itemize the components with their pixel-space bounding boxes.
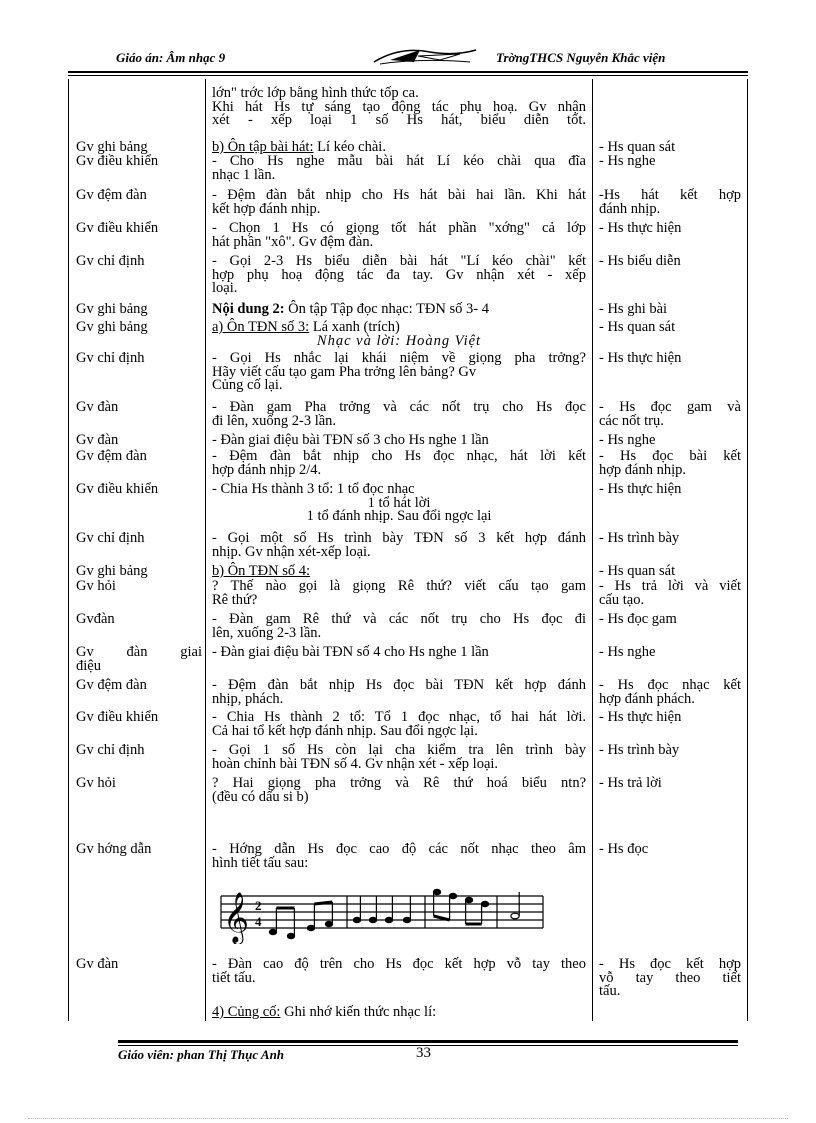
content-cell [212,646,586,660]
student-activity-cell [599,580,741,607]
cell-line: nhịp, phách. [212,690,284,707]
footer-rule [118,1040,738,1043]
student-activity-cell [599,189,741,216]
cell-line: các nốt trụ. [599,412,664,429]
teacher-activity-cell [76,155,202,169]
cell-line: - Hs đọc nhạc kết [599,677,741,693]
teacher-activity-cell [76,303,202,317]
cell-line: - Hs quan sát [599,319,676,335]
cell-line: đánh nhịp. [599,200,661,217]
cell-line: Nhạc và lời: Hoàng Việt [316,332,482,349]
cell-line: b) Ôn TĐN số 4: [212,563,311,579]
cell-line: hợp đánh nhịp. [599,461,687,478]
treble-clef-icon: 𝄞 [223,892,250,943]
student-activity-cell [599,450,741,477]
cell-line: Gv đệm đàn [76,187,147,203]
student-activity-cell [599,958,741,999]
content-cell [212,958,586,985]
content-cell [212,222,586,249]
teacher-activity-cell [76,352,202,366]
cell-line: đi lên, xuống 2-3 lần. [212,412,337,429]
cell-line: - Đàn cao độ trên cho Hs đọc kết hợp vỗ tay theo [212,956,586,972]
cell-line: kết hợp đánh nhịp. [212,200,321,217]
cell-line: - Hs đọc bài kết [599,448,741,464]
cell-line: Rê thứ? [212,591,258,608]
student-activity-cell [599,679,741,706]
teacher-activity-cell [76,255,202,269]
student-activity-cell [599,303,741,317]
cell-line: Hãy viết cấu tạo gam Pha trởng lên bảng? Gv [212,363,477,380]
teacher-activity-cell [76,777,202,791]
cell-line: - Hs trả lời và viết [599,578,741,594]
cell-line: Gv chỉ định [76,742,145,758]
cell-line: Gv điều khiển [76,481,159,497]
header-rule-thin [68,75,748,76]
cell-line: Gv chỉ định [76,253,145,269]
student-activity-cell [599,483,741,497]
table-border-col2 [592,79,593,1021]
teacher-activity-cell [76,483,202,497]
cell-line: - Hs đọc gam [599,611,677,627]
cell-line: - Chia Hs thành 2 tổ: Tổ 1 đọc nhạc, tổ hai hát lời. [212,709,586,725]
cell-line: Gv điều khiển [76,220,159,236]
cell-line: 1 tổ hát lời [367,494,431,511]
cell-line: - Gọi Hs nhắc lại khái niệm về giọng pha trởng? [212,350,586,366]
content-cell [212,483,586,524]
cell-line: nhịp. Gv nhận xét-xếp loại. [212,543,371,560]
teacher-activity-cell [76,580,202,594]
cell-line: 4) Củng cố: Ghi nhớ kiến thức nhạc lí: [212,1004,437,1020]
cell-line: - Hs thực hiện [599,709,682,725]
content-cell [212,401,586,428]
table-border-right [747,79,748,1021]
cell-line: hát phần "xô". Gv đệm đàn. [212,233,374,250]
content-cell [212,434,586,448]
cell-line: Khi hát Hs tự sáng tạo động tác phụ hoạ. Gv nhận [212,98,586,115]
cell-line: Gv đàn [76,956,119,972]
content-cell [212,321,586,348]
teacher-activity-cell [76,711,202,725]
content-cell [212,189,586,216]
cell-line: - Hs nghe [599,153,656,169]
content-cell [212,679,586,706]
header-subject: Giáo án: Âm nhạc 9 [116,50,226,65]
cell-line: - Đệm đàn bắt nhịp cho Hs đọc nhạc, hát lời kết [212,448,586,464]
cell-line: - Hs quan sát [599,563,676,579]
cell-line: Gvđàn [76,611,115,627]
content-cell [212,303,586,317]
cell-line: - Hs đọc gam và [599,399,741,415]
student-activity-cell [599,613,741,627]
cell-line: nhạc 1 lần. [212,166,276,183]
cell-line: - Hs trình bày [599,742,680,758]
section-heading: b) Ôn tập bài hát: [212,139,314,155]
cell-line: - Hớng dẫn Hs đọc cao độ các nốt nhạc theo âm [212,841,586,857]
section-heading: 4) Củng cố: [212,1004,281,1020]
cell-line: Gv đàn [76,399,119,415]
student-activity-cell [599,565,741,579]
cell-line: 1 tổ đánh nhịp. Sau đổi ngợc lại [306,508,492,524]
page-number: 33 [416,1045,431,1061]
page-bottom-divider [28,1118,788,1119]
cell-line: - Hs đọc kết hợp [599,956,741,972]
student-activity-cell [599,777,741,791]
content-cell [212,450,586,477]
content-cell [212,87,586,128]
cell-line: Gv đệm đàn [76,677,147,693]
cell-line: - Hs trình bày [599,530,680,546]
student-activity-cell [599,255,741,269]
teacher-activity-cell [76,565,202,579]
teacher-activity-cell [76,843,202,857]
cell-line: (đều có dấu si b) [212,788,309,805]
student-activity-cell [599,155,741,169]
cell-line: Gv đệm đàn [76,448,147,464]
cell-line: - Đàn giai điệu bài TĐN số 3 cho Hs nghe 1 lần [212,432,489,448]
cell-line: Gv ghi bảng [76,301,148,317]
cell-line: Gv đàn giai [76,644,202,660]
cell-line: vỗ tay theo tiết [599,969,741,986]
cell-line: ? Thế nào gọi là giọng Rê thứ? viết cấu tạo gam [212,578,586,594]
teacher-activity-cell [76,434,202,448]
cell-line: Gv ghi bảng [76,139,148,155]
cell-line: ? Hai giọng pha trởng và Rê thứ hoá biểu ntn? [212,775,586,791]
content-cell [212,580,586,607]
teacher-activity-cell [76,222,202,236]
time-signature-top: 2 [255,898,262,913]
cell-line: Cả hai tổ kết hợp đánh nhịp. Sau đổi ngợc lại. [212,722,478,739]
cell-line: Củng cố lại. [212,377,283,393]
cell-line: Gv đàn [76,432,119,448]
content-cell [212,565,586,579]
cell-line: loại. [212,280,238,296]
cell-line: - Hs ghi bài [599,301,668,317]
cell-line: - Hs trả lời [599,775,662,791]
content-cell [212,744,586,771]
cell-line: b) Ôn tập bài hát: Lí kéo chài. [212,139,386,155]
cell-line: xét - xếp loại 1 số Hs hát, biểu diễn tốt. [212,112,586,128]
content-cell [212,155,586,182]
cell-line: Gv điều khiển [76,153,159,169]
cell-line: - Chọn 1 Hs có giọng tốt hát phần "xớng" cả lớp [212,220,586,236]
cell-line: - Hs thực hiện [599,350,682,366]
content-cell [212,711,586,738]
student-activity-cell [599,321,741,335]
content-cell [212,255,586,296]
cell-line: a) Ôn TĐN số 3: Lá xanh (trích) [212,319,400,335]
teacher-activity-cell [76,646,202,673]
cell-line: - Hs thực hiện [599,220,682,236]
cell-line: hợp đánh phách. [599,690,695,707]
cell-line: lên, xuống 2-3 lần. [212,624,322,641]
cell-line: - Gọi 2-3 Hs biểu diễn bài hát "Lí kéo chài" kết [212,253,586,269]
teacher-activity-cell [76,321,202,335]
teacher-activity-cell [76,450,202,464]
cell-line: - Chia Hs thành 3 tổ: 1 tổ đọc nhạc [212,481,415,497]
teacher-activity-cell [76,613,202,627]
header-school: TrờngTHCS Nguyễn Khắc viện [496,50,666,65]
section-heading: a) Ôn TĐN số 3: [212,319,310,335]
content-heading: Nội dung 2: [212,301,285,317]
cell-line: Gv ghi bảng [76,319,148,335]
cell-line: - Đệm đàn bắt nhịp Hs đọc bài TĐN kết hợp đánh [212,677,586,693]
cell-line: - Cho Hs nghe mẫu bài hát Lí kéo chài qua đĩa [212,153,586,169]
cell-line: Gv ghi bảng [76,563,148,579]
cell-line: - Hs biểu diễn [599,253,681,269]
cell-line: lớn" trớc lớp bằng hình thức tốp ca. [212,85,419,101]
teacher-activity-cell [76,679,202,693]
student-activity-cell [599,532,741,546]
teacher-activity-cell [76,958,202,972]
cell-line: tấu. [599,983,621,999]
cell-line: - Đàn gam Rê thứ và các nốt trụ cho Hs đọc đi [212,611,586,627]
content-cell [212,1006,586,1020]
cell-line: Gv hỏi [76,775,116,791]
cell-line: Gv hớng dẫn [76,841,152,857]
cell-line: điệu [76,657,101,674]
student-activity-cell [599,744,741,758]
content-cell [212,843,586,870]
student-activity-cell [599,711,741,725]
cell-line: hợp đánh nhịp 2/4. [212,461,322,478]
cell-line: - Hs nghe [599,644,656,660]
cell-line: Gv điều khiển [76,709,159,725]
footer-teacher: Giáo viên: phan Thị Thục Anh [118,1047,285,1062]
cell-line: - Hs thực hiện [599,481,682,497]
music-staff [217,882,547,949]
content-cell [212,352,586,393]
cell-line: - Đàn gam Pha trởng và các nốt trụ cho Hs đọc [212,399,586,415]
cell-line: hoàn chỉnh bài TĐN số 4. Gv nhận xét - xếp loại. [212,755,499,772]
cell-line: Gv chỉ định [76,530,145,546]
teacher-activity-cell [76,189,202,203]
cell-line: Gv hỏi [76,578,116,594]
cell-line: - Gọi 1 số Hs còn lại cha kiểm tra lên trình bày [212,742,586,758]
cell-line: - Đàn giai điệu bài TĐN số 4 cho Hs nghe 1 lần [212,644,489,660]
cell-line: - Hs đọc [599,841,649,857]
header-rule [68,71,748,73]
cell-line: cấu tạo. [599,591,645,608]
cell-line: - Hs quan sát [599,139,676,155]
teacher-activity-cell [76,401,202,415]
content-cell [212,532,586,559]
teacher-activity-cell [76,532,202,546]
student-activity-cell [599,434,741,448]
cell-line: - Hs nghe [599,432,656,448]
table-border-left [68,79,69,1021]
cell-line: tiết tấu. [212,969,256,986]
cell-line: - Đệm đàn bắt nhịp cho Hs hát bài hai lần. Khi hát [212,187,586,203]
cell-line: - Gọi một số Hs trình bày TĐN số 3 kết hợp đánh [212,530,586,546]
cell-line: hình tiết tấu sau: [212,854,309,871]
header-decoration-icon [370,44,480,73]
student-activity-cell [599,222,741,236]
cell-line: hợp phụ hoạ động tác đa tay. Gv nhận xét - xếp [212,266,586,283]
student-activity-cell [599,401,741,428]
teacher-activity-cell [76,744,202,758]
student-activity-cell [599,843,741,857]
cell-line: Gv chỉ định [76,350,145,366]
time-signature-bottom: 4 [255,914,262,929]
cell-line: Nội dung 2: Ôn tập Tập đọc nhạc: TĐN số 3- 4 [212,301,489,317]
student-activity-cell [599,352,741,366]
student-activity-cell [599,646,741,660]
table-border-col1 [205,79,206,1021]
cell-line: -Hs hát kết hợp [599,187,741,203]
content-cell [212,777,586,804]
content-cell [212,613,586,640]
